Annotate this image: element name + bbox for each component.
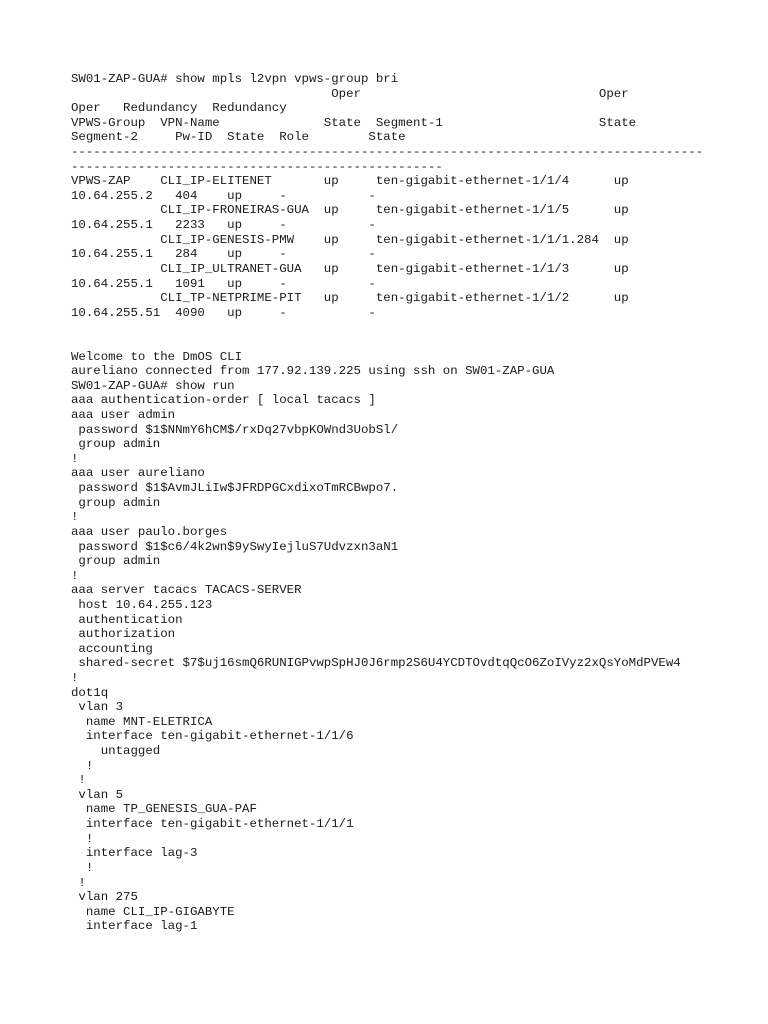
show-run-output-block	[71, 350, 761, 934]
config-line: accounting	[71, 641, 153, 656]
config-line: !	[71, 831, 94, 846]
table-row-line: 10.64.255.1 284 up - -	[71, 247, 376, 262]
config-line: authorization	[71, 627, 176, 642]
table-row-line: CLI_IP-GENESIS-PMW up ten-gigabit-ethernet-1/1/1.284 up	[71, 232, 629, 247]
table-row-line: CLI_IP-FRONEIRAS-GUA up ten-gigabit-ethernet-1/1/5 up	[71, 203, 629, 218]
config-line: interface ten-gigabit-ethernet-1/1/6	[71, 729, 354, 744]
config-line: aaa server tacacs TACACS-SERVER	[71, 583, 302, 598]
table-row-line: 10.64.255.51 4090 up - -	[71, 305, 376, 320]
table-row-line: 10.64.255.1 1091 up - -	[71, 276, 376, 291]
config-line: aaa user admin	[71, 408, 176, 423]
config-line: dot1q	[71, 685, 109, 700]
table-row-line: 10.64.255.1 2233 up - -	[71, 218, 376, 233]
table-header-line: Oper Redundancy Redundancy	[71, 101, 287, 116]
config-line: host 10.64.255.123	[71, 597, 213, 612]
vpws-group-output-block	[71, 72, 761, 320]
config-line: interface lag-1	[71, 919, 198, 934]
config-line: !	[71, 758, 94, 773]
config-line: !	[71, 875, 86, 890]
config-line: vlan 5	[71, 787, 124, 802]
config-line: untagged	[71, 744, 161, 759]
config-line: aaa user paulo.borges	[71, 524, 228, 539]
config-line: SW01-ZAP-GUA# show run	[71, 378, 235, 393]
config-line: shared-secret $7$uj16smQ6RUNIGPvwpSpHJ0J6rmp2S6U4YCDTOvdtqQcO6ZoIVyz2xQsYoMdPVEw4	[71, 656, 681, 671]
config-line: aureliano connected from 177.92.139.225 using ssh on SW01-ZAP-GUA	[71, 364, 555, 379]
config-line: interface lag-3	[71, 846, 198, 861]
config-line: name MNT-ELETRICA	[71, 714, 213, 729]
config-line: group admin	[71, 554, 161, 569]
config-line: Welcome to the DmOS CLI	[71, 349, 243, 364]
config-line: group admin	[71, 437, 161, 452]
config-line: !	[71, 670, 79, 685]
table-row-line: VPWS-ZAP CLI_IP-ELITENET up ten-gigabit-ethernet-1/1/4 up	[71, 174, 629, 189]
document-page	[71, 72, 761, 934]
config-line: name TP_GENESIS_GUA-PAF	[71, 802, 257, 817]
config-line: password $1$NNmY6hCM$/rxDq27vbpKOWnd3UobSl/	[71, 422, 399, 437]
config-line: vlan 275	[71, 890, 138, 905]
config-line: !	[71, 451, 79, 466]
config-line: password $1$AvmJLiIw$JFRDPGCxdixoTmRCBwpo7.	[71, 481, 399, 496]
config-line: name CLI_IP-GIGABYTE	[71, 904, 235, 919]
config-line: vlan 3	[71, 700, 124, 715]
table-header-line: Segment-2 Pw-ID State Role State	[71, 130, 406, 145]
config-line: !	[71, 860, 94, 875]
table-header-line: Oper Oper	[71, 86, 629, 101]
config-line: !	[71, 568, 79, 583]
config-line: authentication	[71, 612, 183, 627]
table-row-line: 10.64.255.2 404 up - -	[71, 188, 376, 203]
table-row-line: CLI_TP-NETPRIME-PIT up ten-gigabit-ethernet-1/1/2 up	[71, 291, 629, 306]
table-separator-line: --------------------------------------------------	[71, 159, 443, 174]
config-line: password $1$c6/4k2wn$9ySwyIejluS7Udvzxn3aN1	[71, 539, 399, 554]
blank-line	[71, 320, 761, 335]
config-line: group admin	[71, 495, 161, 510]
blank-line	[71, 335, 761, 350]
config-line: !	[71, 510, 79, 525]
table-header-line: VPWS-Group VPN-Name State Segment-1 State	[71, 115, 637, 130]
table-row-line: CLI_IP_ULTRANET-GUA up ten-gigabit-ethernet-1/1/3 up	[71, 261, 629, 276]
config-line: !	[71, 773, 86, 788]
config-line: aaa user aureliano	[71, 466, 205, 481]
cli-command-line: SW01-ZAP-GUA# show mpls l2vpn vpws-group bri	[71, 72, 399, 86]
table-separator-line: -------------------------------------------------------------------------------------	[71, 145, 704, 160]
config-line: interface ten-gigabit-ethernet-1/1/1	[71, 817, 354, 832]
config-line: aaa authentication-order [ local tacacs ]	[71, 393, 376, 408]
